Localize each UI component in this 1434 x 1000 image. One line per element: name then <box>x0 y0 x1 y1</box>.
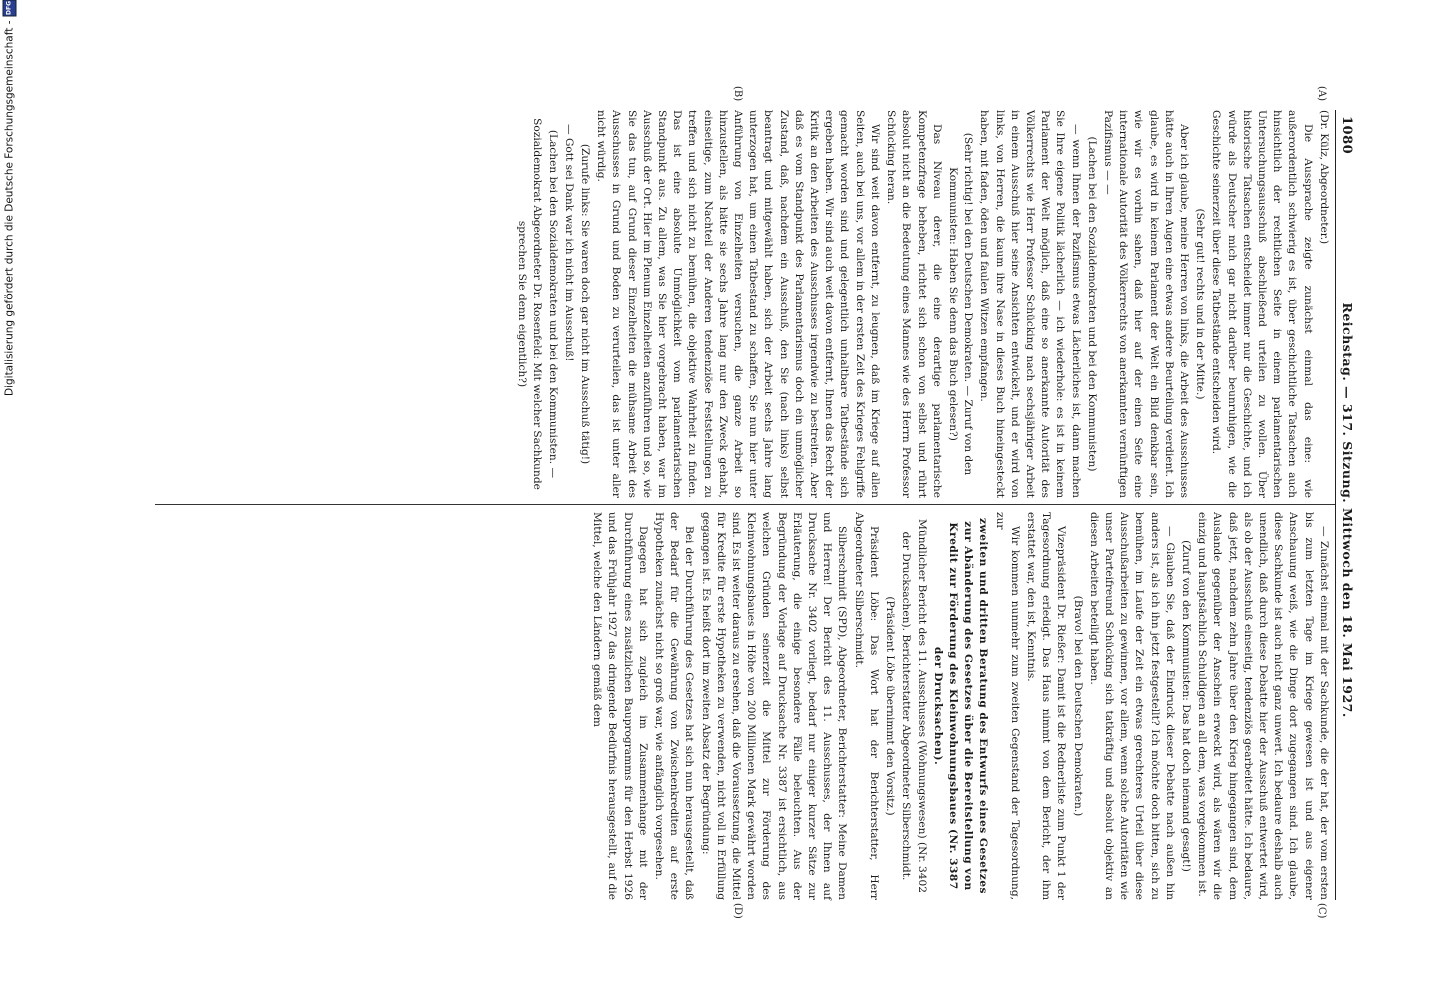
scanned-page <box>125 86 1355 919</box>
paragraph: Aber ich glaube, meine Herren von links, die Arbeit des Ausschusses hätte auch in Ihren Augen eine etwas andere Beurteilung verdient. Ich glaube, es wird in keinem Parlament der Welt ein Bild denkbar sein, wie wir es vorhin sahen, daß hier auf der einen Seite eine internationale Autorität des Völkerrechts von anerkannten vernünftigen Pazifismus — — <box>1101 110 1190 498</box>
page-content <box>125 86 1355 919</box>
interjection: (Zuruf von den Kommunisten: Das hat doch niemand gesagt!) <box>1179 540 1192 872</box>
paragraph: Wir sind weit davon entfernt, zu leugnen, daß im Kriege auf allen Seiten, auch bei uns, vor allem in der ersten Zeit des Krieges Fehlgriffe gemacht worden sind und gelegentlich unhaltbare Tatbestände sich ergeben haben. Wir sind auch weit davon entfernt, Ihnen das Recht der Kritik an den Arbeiten des Ausschusses irgendwie zu bestreiten. Aber daß es vom Standpunkt des Parlamentarismus doch ein unmöglicher Zustand, daß, nachdem ein Ausschuß, den Sie (nach links) selbst beantragt und mitgewählt haben, sich der Arbeit sechs Jahre lang unterzogen hat, um einen Tatbestand zu schaffen, Sie nun hier unter Anführung von Einzelheiten versuchen, die ganze Arbeit so hinzustellen, als hätte sie sechs Jahre lang nur den Zweck gehabt, einseitige, zum Nachteil der Anderen tendenziöse Feststellungen zu treffen und sich nicht zu bemühen, die objektive Wahrheit zu finden. Das ist eine absolute Unmöglichkeit vom parlamentarischen Standpunkt aus. Zu allem, was Sie hier vorgebracht haben, war im Ausschuß der Ort. Hier im Plenum Einzelheiten anzuführen und so, wie Sie das tun, auf Grund dieser Einzelheiten die mühsame Arbeit des Ausschusses in Grund und Boden zu verurteilen, das ist unter aller nicht würdig. <box>595 110 881 498</box>
credit-text: Digitalisierung gefördert durch die Deutsche Forschungsgemeinschaft - <box>3 20 16 397</box>
paragraph: Bei der Durchführung des Gesetzes hat sich nun herausgestellt, daß der Bedarf für die Gewährung von Zwischenkrediten auf erste Hypotheken zunächst nicht so groß war, wie anfänglich vorgesehen. <box>653 512 696 900</box>
paragraph: Präsident Löbe: Das Wort hat der Berichterstatter, Herr Abgeordneter Silberschmidt. <box>852 512 880 900</box>
dfg-logo-icon: DFG <box>3 0 17 17</box>
margin-marker-c: (C) <box>1315 903 1327 919</box>
page-number: 1080 <box>1339 116 1354 155</box>
paragraph: Wir kommen nunmehr zum zweiten Gegenstand der Tagesordnung, zur <box>993 512 1021 900</box>
interjection: (Präsident Löbe übernimmt den Vorsitz.) <box>884 596 897 816</box>
interjection: (Bravo! bei den Deutschen Demokraten.) <box>1071 595 1084 817</box>
digitization-credit <box>0 0 20 1000</box>
paragraph: Das Niveau derer, die eine derartige parlamentarische Kompetenzfrage beheben, richtet sich schon von selbst und rührt absolut nicht an die Bedeutung eines Mannes wie des Herrn Professor Schücking heran. <box>885 110 943 498</box>
left-column <box>513 110 1331 498</box>
paragraph: Dagegen hat sich zugleich im Zusammenhange mit der Durchführung eines zusätzlichen Bauprogramms für den Herbst 1926 und das Frühjahr 1927 das dringende Bedürfnis herausgestellt, auf die Mittel, welche den Ländern gemäß dem <box>591 512 649 900</box>
interjection: (Lachen bei den Sozialdemokraten und bei den Kommunisten) <box>1085 136 1098 472</box>
committee-report: Mündlicher Bericht des 11. Ausschusses (Wohnungswesen) (Nr. 3402 der Drucksachen). Berichterstatter Abgeordneter Silberschmidt. <box>900 519 928 893</box>
margin-marker-b: (B) <box>731 86 743 102</box>
paragraph: — Glauben Sie, daß der Eindruck dieser Debatte nach außen hin anders ist, als ich ihn jetzt festgestellt? Ich möchte doch bitten, sich zu bemühen, im Laufe der Zeit ein etwas gerechteres Urteil über diese Ausschußarbeiten zu gewinnen, vor allem, wenn solche Autoritäten wie unser Parteifreund Schücking sich tatkräftig und absolut objektiv an diesen Arbeiten beteiligt haben. <box>1087 512 1176 900</box>
speaker-line: (Dr. Külz, Abgeordneter.) <box>1317 110 1330 245</box>
interjection: (Zurufe links: Sie waren doch gar nicht im Ausschuß tätig!) <box>579 143 592 465</box>
margin-marker-a: (A) <box>1315 86 1327 102</box>
interjection: (Sehr gut! rechts und in der Mitte.) <box>1194 208 1207 400</box>
paragraph: — Gott sei Dank war ich nicht im Ausschuß! <box>562 124 575 362</box>
right-column <box>513 512 1331 900</box>
paragraph: Die Aussprache zeigte zunächst einmal das eine: wie außerordentlich schwierig es ist, über geschichtliche Tatsachen auch hinsichtlich der rechtlichen Seite in einem parlamentarischen Untersuchungsausschuß abschließend urteilen zu wollen. Über historische Tatsachen entscheidet immer nur die Geschichte, und ich würde als Deutscher mich gar nicht darüber beunruhigen, wie die Geschichte seinerzeit über diese Tatbestände entscheiden wird. <box>1210 110 1314 498</box>
page-running-title: Reichstag. — 317. Sitzung. Mittwoch den 18. Mai 1927. <box>1340 302 1355 718</box>
interjection: (Sehr richtig! bei den Deutschen Demokraten. — Zuruf von den Kommunisten: Haben Sie denn das Buch gelesen?) <box>946 132 975 476</box>
interjection: (Lachen bei den Sozialdemokraten und bei den Kommunisten. — Sozialdemokrat Abgeordneter Dr. Rosenfeld: Mit welcher Sachkunde sprechen Sie denn eigentlich?) <box>516 118 559 490</box>
paragraph: — Zunächst einmal mit der Sachkunde, die der hat, der vom ersten bis zum letzten Tage im Kriege gewesen ist und aus eigener Anschauung weiß, wie die Dinge dort zugegangen sind. Ich glaube, diese Sachkunde ist auch nicht ganz unwert. Ich bedaure deshalb auch unendlich, daß durch diese Debatte hier der Ausschuß entwertet wird, als ob der Ausschuß einseitig, tendenziös gearbeitet hätte. Ich bedaure, daß jetzt, nachdem zehn Jahre über den Krieg hingegangen sind, dem Auslande gegenüber der Anschein erweckt wird, als wären wir die einzig und hauptsächlich Schuldigen an all dem, was vorgekommen ist. <box>1196 512 1330 900</box>
page-header <box>1335 110 1355 900</box>
paragraph: — wenn Ihnen der Pazifismus etwas Lächerliches ist, dann machen Sie Ihre eigene Politik lächerlich — ich wiederhole: es ist in keinem Parlament der Welt möglich, daß eine so anerkannte Autorität des Völkerrechts wie Herr Professor Schücking nach sechsjähriger Arbeit in einem Ausschuß hier seine Ansichten entwickelt, und er wird von links, von Herren, die kaum ihre Nase in dieses Buch hineingesteckt haben, mit faden, öden und faulen Witzen empfangen. <box>978 110 1082 498</box>
agenda-item: zweiten und dritten Beratung des Entwurfs eines Gesetzes zur Abänderung des Gesetzes über die Bereitstellung von Kredit zur Förderung des Kleinwohnungsbaues (Nr. 3387 der Drucksachen). <box>931 518 990 894</box>
margin-marker-d: (D) <box>731 903 743 919</box>
paragraph: Vizepräsident Dr. Rießer: Damit ist die Rednerliste zum Punkt 1 der Tagesordnung erledigt. Das Haus nimmt von dem Bericht, der ihm erstattet war, den ist, Kenntnis. <box>1024 512 1068 900</box>
paragraph: Silberschmidt (SPD), Abgeordneter, Berichterstatter: Meine Damen und Herren! Der Bericht des 11. Ausschusses, der Ihnen auf Drucksache Nr. 3402 vorliegt, bedarf nur einiger kurzer Sätze zur Erläuterung, die einige besondere Fälle beleuchten. Aus der Begründung der Vorlage auf Drucksache Nr. 3387 ist ersichtlich, aus welchen Gründen seinerzeit die Mittel zur Förderung des Kleinwohnungsbaues in Höhe von 200 Millionen Mark gewährt worden sind. Es ist weiter daraus zu ersehen, daß die Voraussetzung, die Mittel für Kredite für erste Hypotheken zu verwenden, nicht voll in Erfüllung gegangen ist. Es heißt dort im zweiten Absatz der Begründung: <box>699 512 849 900</box>
column-divider <box>155 504 1335 505</box>
text-columns <box>513 86 1335 919</box>
